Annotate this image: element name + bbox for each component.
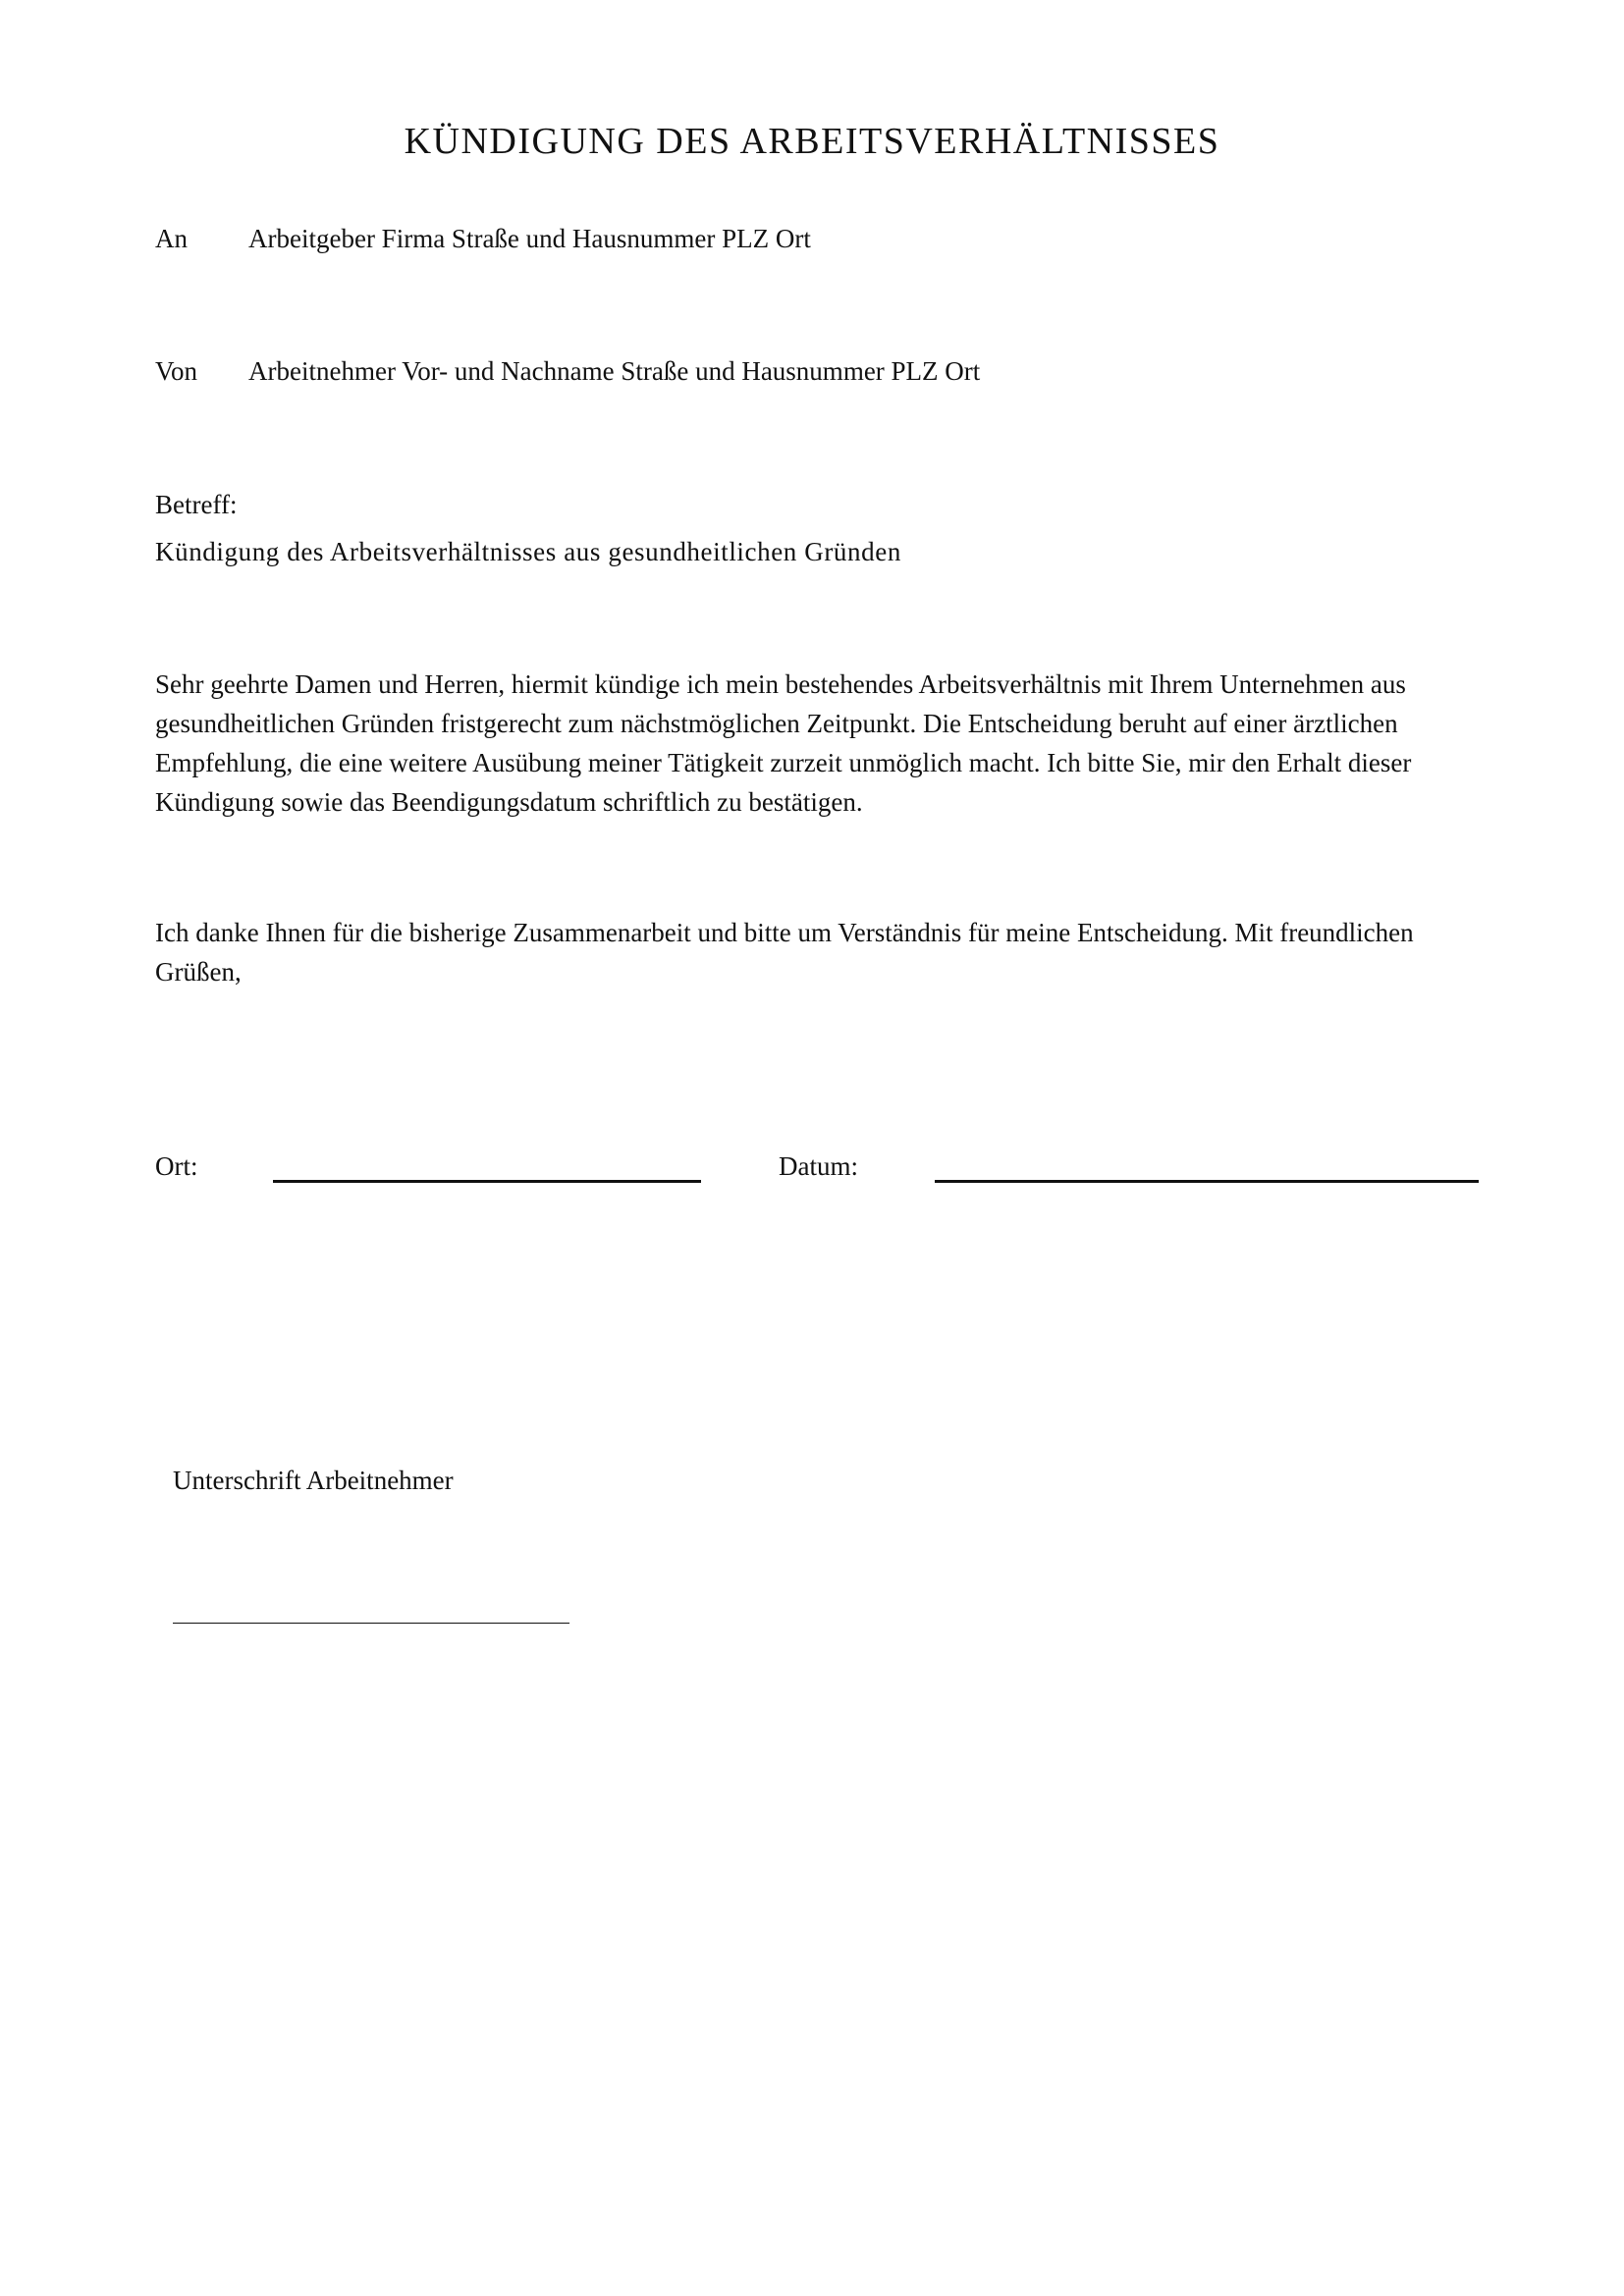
document-title: KÜNDIGUNG DES ARBEITSVERHÄLTNISSES: [404, 121, 1220, 162]
signature-label: Unterschrift Arbeitnehmer: [173, 1466, 454, 1495]
sender-value: Arbeitnehmer Vor- und Nachname Straße und Hausnummer PLZ Ort: [248, 356, 981, 386]
date-label: Datum:: [779, 1151, 858, 1181]
place-label: Ort:: [155, 1151, 198, 1181]
sender-row: [155, 351, 980, 391]
body-paragraph: Sehr geehrte Damen und Herren, hiermit kündige ich mein bestehendes Arbeitsverhältnis mit Ihrem Unternehmen aus gesundheitlichen Gründen fristgerecht zum nächstmöglichen Zeitpunkt. Die Entscheidung beruht auf einer ärztlichen Empfehlung, die eine weitere Ausübung meiner Tätigkeit zurzeit unmöglich macht. Ich bitte Sie, mir den Erhalt dieser Kündigung sowie das Beendigungsdatum schriftlich zu bestätigen.: [155, 669, 1412, 817]
signature-line: [173, 1623, 569, 1624]
closing-paragraph: Ich danke Ihnen für die bisherige Zusammenarbeit und bitte um Verständnis für meine Entscheidung. Mit freundlichen Grüßen,: [155, 918, 1414, 987]
place-line: [273, 1180, 701, 1183]
recipient-row: [155, 219, 811, 258]
sender-label: Von: [155, 356, 198, 386]
subject-value: Kündigung des Arbeitsverhältnisses aus gesundheitlichen Gründen: [155, 537, 901, 566]
recipient-label: An: [155, 224, 188, 253]
subject-label: Betreff:: [155, 490, 238, 519]
date-line: [935, 1180, 1479, 1183]
recipient-value: Arbeitgeber Firma Straße und Hausnummer PLZ Ort: [248, 224, 811, 253]
